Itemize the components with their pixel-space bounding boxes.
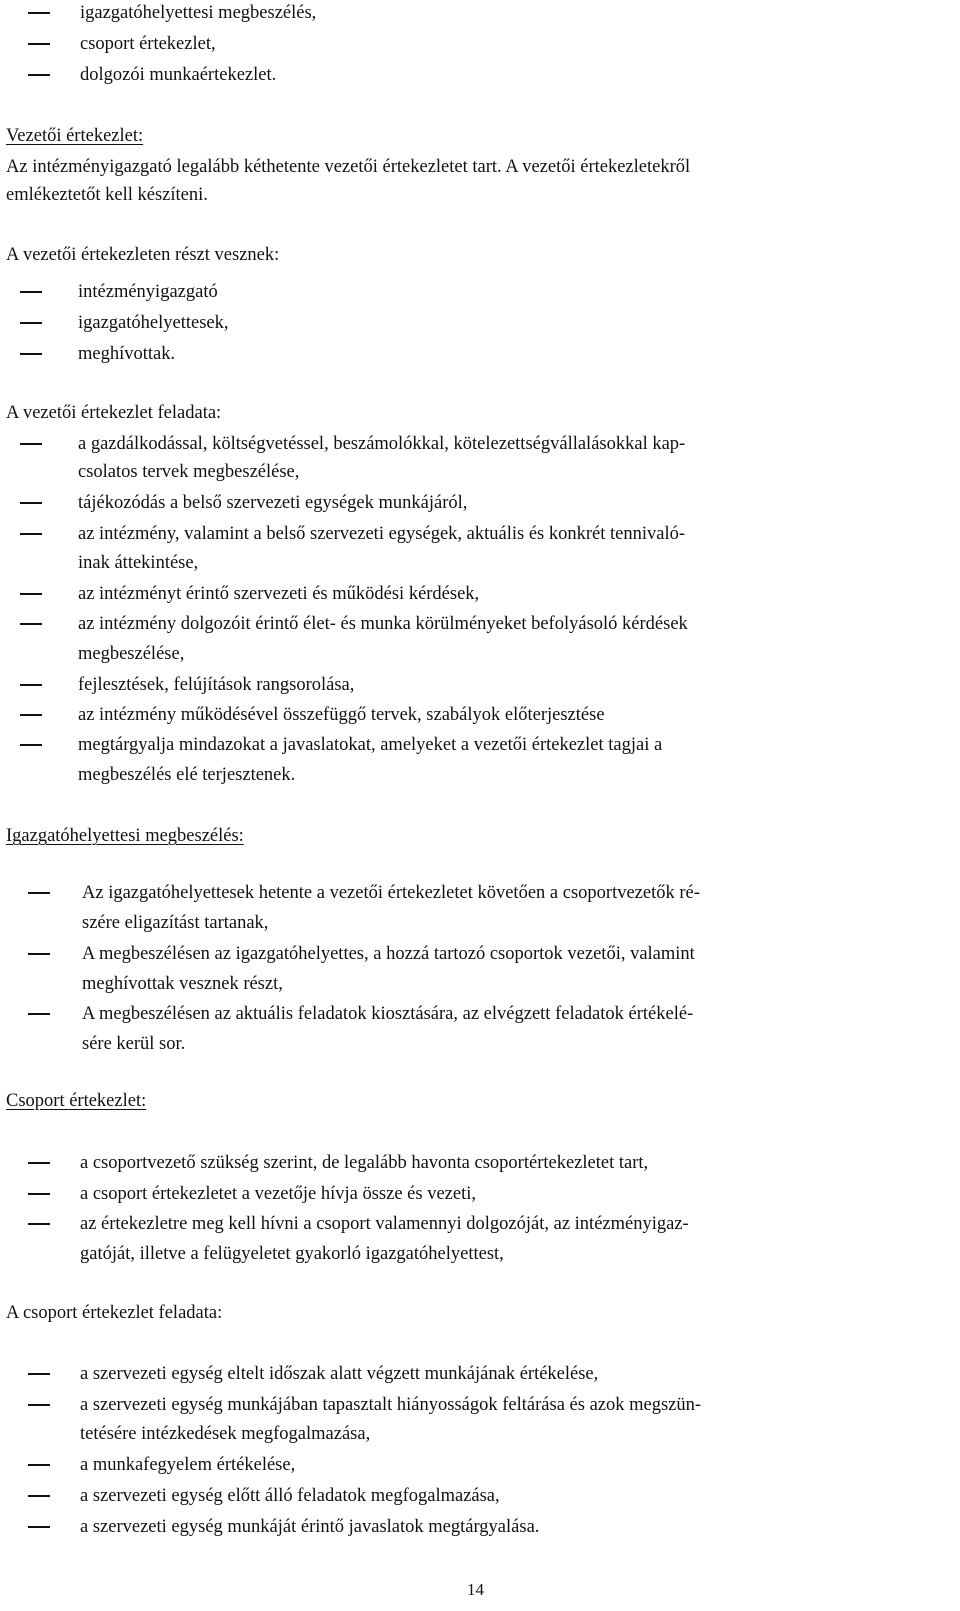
dash-bullet-icon xyxy=(20,744,42,746)
dash-bullet-icon xyxy=(28,1162,50,1164)
dash-bullet-icon xyxy=(20,623,42,625)
dash-bullet-icon xyxy=(28,953,50,955)
dash-bullet-icon xyxy=(20,684,42,686)
dash-bullet-icon xyxy=(28,1526,50,1528)
dash-bullet-icon xyxy=(28,1013,50,1015)
dash-bullet-icon xyxy=(20,443,42,445)
document-page: igazgatóhelyettesi megbeszélés, csoport értekezlet, dolgozói munkaértekezlet. Vezetői értekezlet: Az intézményigazgató legalább kéthetente vezetői értekezletet tart. A vezetői értekezletekről emlékeztetőt kell készíteni. A vezetői értekezleten részt vesznek: intézményigazgató igazgatóhelyettesek, meghívottak. A vezetői értekezlet feladata: a gazdálkodással, költségvetéssel, beszámolókkal, kötelezettségvállalásokkal kap- csolatos tervek megbeszélése, tájékozódás a belső szervezeti egységek munkájáról, az intézmény, valamint a belső szervezeti egységek, aktuális és konkrét tennivaló- inak áttekintése, az intézményt érintő szervezeti és működési kérdések, az intézmény dolgozóit érintő élet- és munka körülményeket befolyásoló kérdések megbeszélése, fejlesztések, felújítások rangsorolása, az intézmény működésével összefüggő tervek, szabályok előterjesztése megtárgyalja mindazokat a javaslatokat, amelyeket a vezetői értekezlet tagjai a megbeszélés elé terjesztenek. Igazgatóhelyettesi megbeszélés: Az igazgatóhelyettesek hetente a vezetői értekezletet követően a csoportvezetők ré- szére eligazítást tartanak, A megbeszélésen az igazgatóhelyettes, a hozzá tartozó csoportok vezetői, valamint meghívottak vesznek részt, A megbeszélésen az aktuális feladatok kiosztására, az elvégzett feladatok értékelé- sére kerül sor. Csoport értekezlet: a csoportvezető szükség szerint, de legalább havonta csoportértekezletet tart, a csoport értekezletet a vezetője hívja össze és vezeti, az értekezletre meg kell hívni a csoport valamennyi dolgozóját, az intézményigaz- gatóját, illetve a felügyeletet gyakorló igazgatóhelyettest, A csoport értekezlet feladata: a szervezeti egység eltelt időszak alatt végzett munkájának értékelése, a szervezeti egység munkájában tapasztalt hiányosságok feltárása és azok megszün- tetésére intézkedések megfogalmazása, a munkafegyelem értékelése, a szervezeti egység előtt álló feladatok megfogalmazása, a szervezeti egység munkáját érintő javaslatok megtárgyalása. 14 xyxy=(6,3,702,1599)
dash-bullet-icon xyxy=(28,1404,50,1406)
dash-bullet-icon xyxy=(20,533,42,535)
dash-bullet-icon xyxy=(28,74,50,76)
dash-bullet-icon xyxy=(20,353,42,355)
dash-bullet-icon xyxy=(28,1373,50,1375)
dash-bullet-icon xyxy=(20,322,42,324)
dash-bullet-icon xyxy=(20,291,42,293)
dash-bullet-icon xyxy=(20,714,42,716)
dash-bullet-icon xyxy=(28,892,50,894)
dash-bullet-icon xyxy=(20,593,42,595)
dash-bullet-icon xyxy=(20,502,42,504)
dash-bullet-icon xyxy=(28,12,50,14)
dash-bullet-icon xyxy=(28,1193,50,1195)
dash-bullet-icon xyxy=(28,1223,50,1225)
dash-bullet-icon xyxy=(28,43,50,45)
dash-bullet-icon xyxy=(28,1495,50,1497)
page-number: 14 xyxy=(467,1580,484,1599)
dash-bullet-icon xyxy=(28,1464,50,1466)
